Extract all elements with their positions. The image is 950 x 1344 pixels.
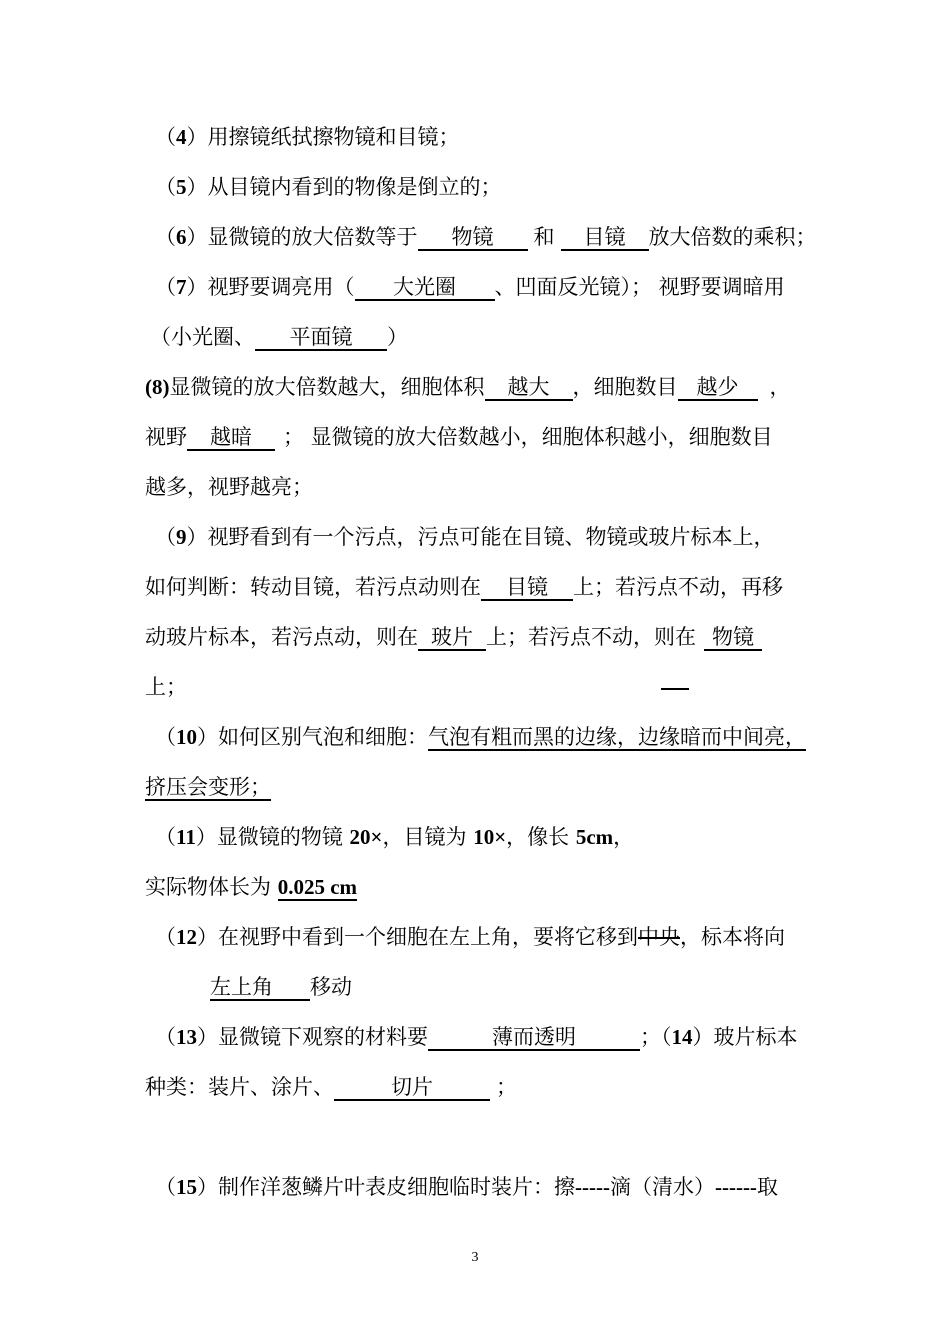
page-number: 3: [471, 1250, 479, 1265]
answer-blank: 越少: [678, 375, 758, 401]
item-7-cont: （小光圈、 平面镜 ）: [150, 325, 408, 349]
item-8-cont: 视野 越暗 ； 显微镜的放大倍数越小，细胞体积越小，细胞数目: [145, 425, 773, 449]
item-15: （15）制作洋葱鳞片叶表皮细胞临时装片：擦-----滴（清水）------取: [155, 1175, 778, 1199]
item-4-text: 用擦镜纸拭擦物镜和目镜；: [207, 125, 460, 149]
answer-blank: 目镜: [561, 225, 649, 251]
answer-blank: 越大: [485, 375, 573, 401]
answer-blank: 左上角: [210, 975, 310, 1001]
item-9-cont3: 上；: [145, 675, 187, 699]
item-11-cont: 实际物体长为 0.025 cm: [145, 875, 358, 899]
item-12: （12）在视野中看到一个细胞在左上角，要将它移到中央，标本将向: [155, 925, 785, 949]
answer-blank: 目镜: [481, 575, 573, 601]
item-10: （10）如何区别气泡和细胞：气泡有粗而黑的边缘，边缘暗而中间亮，: [155, 725, 806, 749]
answer-blank: 越暗: [187, 425, 275, 451]
item-14-cont: 种类：装片、涂片、 切片 ；: [145, 1075, 517, 1099]
item-4: （4）用擦镜纸拭擦物镜和目镜；: [155, 125, 460, 149]
item-12-cont: 左上角 移动: [210, 975, 352, 999]
answer-blank: 平面镜: [255, 325, 387, 351]
stray-rule: [661, 688, 689, 690]
item-11: （11）显微镜的物镜 20×，目镜为 10×，像长 5cm，: [155, 825, 635, 849]
answer-blank: 物镜: [704, 625, 762, 651]
item-9: （9）视野看到有一个污点，污点可能在目镜、物镜或玻片标本上，: [155, 525, 775, 549]
item-7: （7）视野要调亮用（ 大光圈 、凹面反光镜）； 视野要调暗用: [155, 275, 785, 299]
item-10-cont: [145, 772, 271, 802]
answer-underline: 气泡有粗而黑的边缘，边缘暗而中间亮，: [428, 725, 806, 749]
answer-underline: 0.025 cm: [277, 875, 358, 899]
item-6: （6）显微镜的放大倍数等于 物镜 和 目镜 放大倍数的乘积；: [155, 225, 817, 249]
answer-blank: 薄而透明: [428, 1025, 640, 1051]
answer-blank: 玻片: [418, 625, 486, 651]
item-5-text: 从目镜内看到的物像是倒立的；: [207, 175, 502, 199]
answer-blank: 切片: [334, 1075, 490, 1101]
item-5: （5）从目镜内看到的物像是倒立的；: [155, 175, 502, 199]
struck-text: 中央: [638, 925, 680, 949]
item-9-cont: 如何判断：转动目镜，若污点动则在 目镜 上；若污点不动，再移: [145, 575, 783, 599]
answer-underline: 挤压会变形；: [145, 775, 271, 799]
item-8: (8)显微镜的放大倍数越大，细胞体积 越大 ，细胞数目 越少 ，: [145, 375, 791, 399]
item-9-cont2: 动玻片标本，若污点动，则在 玻片 上；若污点不动，则在 物镜: [145, 622, 762, 652]
answer-blank: 物镜: [418, 225, 528, 251]
answer-blank: 大光圈: [355, 275, 495, 301]
item-13: （13）显微镜下观察的材料要 薄而透明 ；（14）玻片标本: [155, 1025, 798, 1049]
item-8-cont2: 越多，视野越亮；: [145, 475, 313, 499]
